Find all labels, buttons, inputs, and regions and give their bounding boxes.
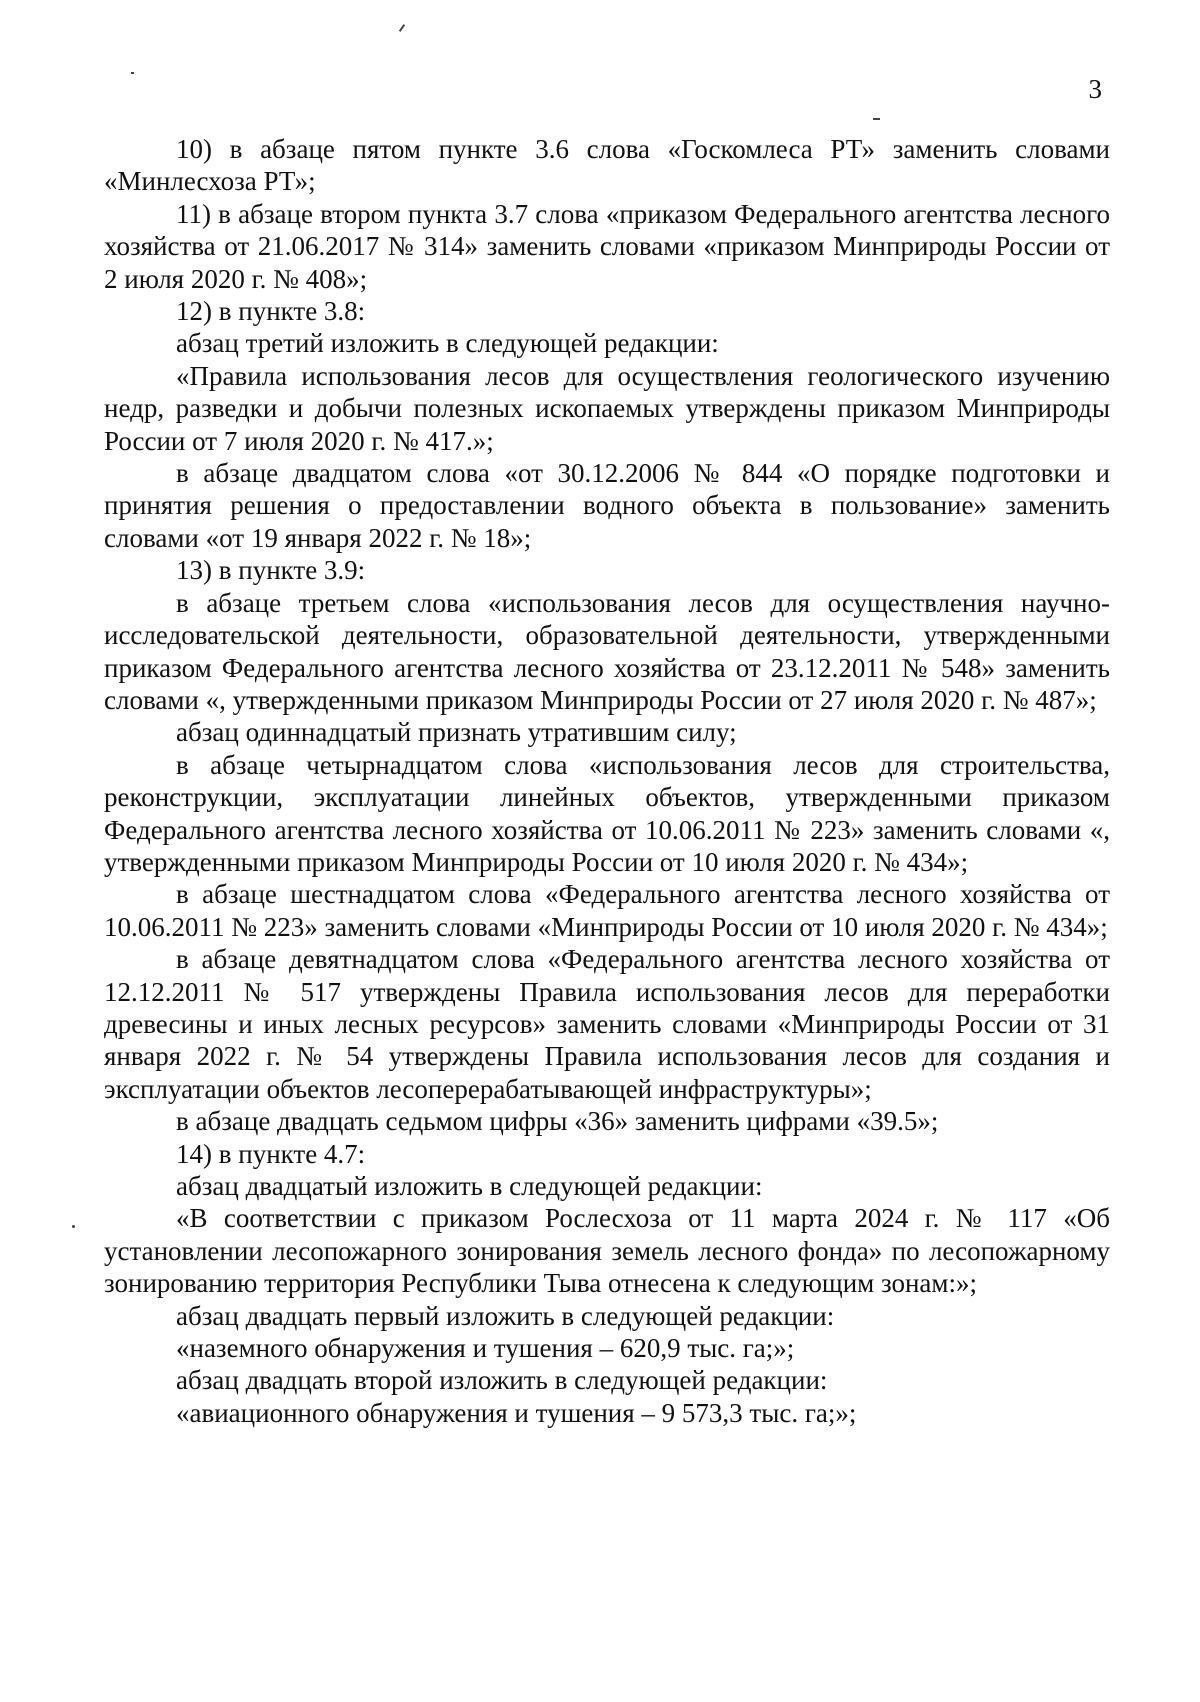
paragraph-item-11: 11) в абзаце втором пункта 3.7 слова «приказом Федерального агентства лесного хозяйства от 21.06.2017 № 314» заменить словами «приказом Минприроды России от 2 июля 2020 г. № 408»;: [104, 198, 1110, 294]
paragraph-item-13: 13) в пункте 3.9:: [176, 555, 366, 586]
paragraph-item-12: 12) в пункте 3.8:: [176, 296, 366, 327]
paragraph-abzac-20-edit: абзац двадцатый изложить в следующей редакции:: [176, 1171, 763, 1201]
scan-speck: [873, 118, 880, 120]
scan-speck: [131, 72, 134, 74]
paragraph-abzac-20: в абзаце двадцатом слова «от 30.12.2006 № 844 «О порядке подготовки и принятия решения о предоставлении водного объекта в пользование» заменить словами «от 19 января 2022 г. № 18»;: [104, 458, 1110, 553]
page-number: 3: [1088, 74, 1102, 104]
paragraph-quote-fire-zones: «В соответствии с приказом Рослесхоза от 11 марта 2024 г. № 117 «Об установлении лесопожарного зонирования земель лесного фонда» по лесопожарному зонированию территория Республики Тыва отнесена к следующим зонам:»;: [104, 1203, 1110, 1299]
paragraph-aviation-detection: «авиационного обнаружения и тушения – 9 573,3 тыс. га;»;: [176, 1397, 857, 1428]
paragraph-abzac-16: в абзаце шестнадцатом слова «Федерального агентства лесного хозяйства от 10.06.2011 № 223» заменить словами «Минприроды России от 10 июля 2020 г. № 434»;: [104, 879, 1110, 942]
paragraph-abzac-3: абзац третий изложить в следующей редакции:: [176, 328, 719, 359]
paragraph-abzac-14: в абзаце четырнадцатом слова «использования лесов для строительства, реконструкции, эксплуатации линейных объектов, утвержденными приказом Федерального агентства лесного хозяйства от 10.06.2011 № 223» заменить словами «, утвержденными приказом Минприроды России от 10 июля 2020 г. № 434»;: [104, 749, 1110, 877]
paragraph-ground-detection: «наземного обнаружения и тушения – 620,9 тыс. га;»;: [176, 1333, 795, 1364]
paragraph-abzac-21: абзац двадцать первый изложить в следующей редакции:: [176, 1300, 835, 1331]
paragraph-abzac-3-science: в абзаце третьем слова «использования лесов для осуществления научно-исследовательской деятельности, образовательной деятельности, утвержденными приказом Федерального агентства лесного хозяйства от 23.12.2011 № 548» заменить словами «, утвержденными приказом Минприроды России от 27 июля 2020 г. № 487»;: [104, 587, 1110, 715]
paragraph-abzac-11: абзац одиннадцатый признать утратившим силу;: [176, 717, 737, 748]
paragraph-abzac-27: в абзаце двадцать седьмом цифры «36» заменить цифрами «39.5»;: [176, 1106, 939, 1137]
scan-speck: [72, 1225, 75, 1228]
paragraph-abzac-22: абзац двадцать второй изложить в следующей редакции:: [176, 1365, 828, 1396]
paragraph-item-14: 14) в пункте 4.7:: [176, 1138, 366, 1169]
scan-speck: [399, 24, 405, 32]
document-body: [104, 133, 1110, 1429]
paragraph-abzac-19: в абзаце девятнадцатом слова «Федерального агентства лесного хозяйства от 12.12.2011 № 517 утверждены Правила использования лесов для переработки древесины и иных лесных ресурсов» заменить словами «Минприроды России от 31 января 2022 г. № 54 утверждены Правила использования лесов для создания и эксплуатации объектов лесоперерабатывающей инфраструктуры»;: [104, 944, 1110, 1104]
paragraph-quote-rules: «Правила использования лесов для осуществления геологического изучению недр, разведки и добычи полезных ископаемых утверждены приказом Минприроды России от 7 июля 2020 г. № 417.»;: [104, 360, 1110, 456]
paragraph-item-10: 10) в абзаце пятом пункте 3.6 слова «Госкомлеса РТ» заменить словами «Минлесхоза РТ»;: [104, 134, 1110, 197]
